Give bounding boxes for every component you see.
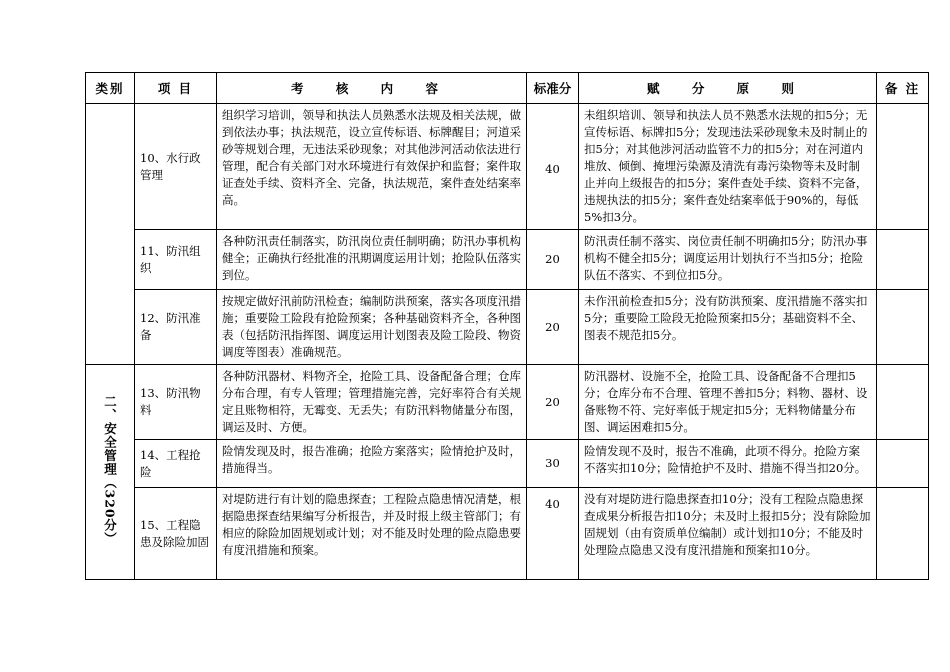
table-row (86, 230, 929, 290)
item-cell: 11、防汛组织 (135, 230, 217, 290)
score-cell: 20 (527, 230, 579, 290)
item-cell: 13、防汛物料 (135, 365, 217, 440)
item-cell: 14、工程抢险 (135, 440, 217, 488)
score-cell: 20 (527, 290, 579, 365)
table-row (86, 104, 929, 230)
item-cell: 15、工程隐患及除险加固 (135, 488, 217, 580)
content-cell: 组织学习培训，领导和执法人员熟悉水法规及相关法规，做到依法办事；执法规范，设立宣传标语、标牌醒目；河道采砂等规划合理，无违法采砂现象；对其他涉河活动依法进行管理，配合有关部门对水环境进行有效保护和监督；案件取证查处手续、资料齐全、完备，执法规范，案件查处结案率高。 (217, 104, 527, 230)
principle-cell: 未作汛前检查扣5分；没有防洪预案、度汛措施不落实扣5分；重要险工险段无抢险预案扣5分；基础资料不全、图表不规范扣5分。 (579, 290, 877, 365)
table-row (86, 365, 929, 440)
remark-cell (877, 365, 929, 440)
category-cell-continued (86, 104, 135, 365)
content-cell: 按规定做好汛前防汛检查；编制防洪预案，落实各项度汛措施；重要险工险段有抢险预案；各种基础资料齐全，各种图表（包括防汛指挥图、调度运用计划图表及险工险段、物资调度等图表）准确规范。 (217, 290, 527, 365)
score-cell: 20 (527, 365, 579, 440)
principle-cell: 防汛责任制不落实、岗位责任制不明确扣5分；防汛办事机构不健全扣5分；调度运用计划执行不当扣5分；抢险队伍不落实、不到位扣5分。 (579, 230, 877, 290)
item-cell: 12、防汛准备 (135, 290, 217, 365)
header-row (86, 73, 929, 104)
category-cell-safety (86, 365, 135, 580)
content-cell: 各种防汛责任制落实，防汛岗位责任制明确；防汛办事机构健全；正确执行经批准的汛期调度运用计划；抢险队伍落实到位。 (217, 230, 527, 290)
header-score: 标准分 (527, 73, 579, 104)
principle-cell: 险情发现不及时，报告不准确，此项不得分。抢险方案不落实扣10分；险情抢护不及时、措施不得当扣20分。 (579, 440, 877, 488)
content-cell: 各种防汛器材、料物齐全，抢险工具、设备配备合理；仓库分布合理，有专人管理；管理措施完善，完好率符合有关规定且账物相符，无霉变、无丢失；有防汛料物储量分布图，调运及时、方便。 (217, 365, 527, 440)
table-row (86, 440, 929, 488)
content-cell: 险情发现及时，报告准确；抢险方案落实；险情抢护及时，措施得当。 (217, 440, 527, 488)
principle-cell: 未组织培训、领导和执法人员不熟悉水法规的扣5分；无宣传标语、标牌扣5分；发现违法采砂现象未及时制止的扣5分；对其他涉河活动监管不力的扣5分；对在河道内堆放、倾倒、掩埋污染源及清洗有毒污染物等未及时制止并向上级报告的扣5分；案件查处手续、资料不完备，违规执法的扣5分；案件查处结案率低于90%的，每低5%扣3分。 (579, 104, 877, 230)
principle-cell: 防汛器材、设施不全，抢险工具、设备配备不合理扣5分；仓库分布不合理、管理不善扣5分；料物、器材、设备账物不符、完好率低于规定扣5分；无料物储量分布图、调运困难扣5分。 (579, 365, 877, 440)
remark-cell (877, 290, 929, 365)
header-item: 项 目 (135, 73, 217, 104)
remark-cell (877, 440, 929, 488)
category-label: 二、安全管理（320分） (102, 394, 118, 546)
item-cell: 10、水行政管理 (135, 104, 217, 230)
principle-cell: 没有对堤防进行隐患探查扣10分；没有工程险点隐患探查成果分析报告扣10分；未及时上报扣5分；没有除险加固规划（由有资质单位编制）或计划扣10分；不能及时处理险点隐患又没有度汛措施和预案扣10分。 (579, 488, 877, 580)
score-cell: 30 (527, 440, 579, 488)
header-category: 类别 (86, 73, 135, 104)
score-cell: 40 (527, 488, 579, 580)
header-remark: 备 注 (877, 73, 929, 104)
remark-cell (877, 104, 929, 230)
remark-cell (877, 488, 929, 580)
table-row (86, 290, 929, 365)
table-row (86, 488, 929, 580)
header-content: 考 核 内 容 (217, 73, 527, 104)
content-cell: 对堤防进行有计划的隐患探查；工程险点隐患情况清楚，根据隐患探查结果编写分析报告，并及时报上级主管部门；有相应的除险加固规划或计划；对不能及时处理的险点隐患要有度汛措施和预案。 (217, 488, 527, 580)
score-cell: 40 (527, 104, 579, 230)
remark-cell (877, 230, 929, 290)
assessment-table (85, 72, 929, 580)
header-principle: 赋 分 原 则 (579, 73, 877, 104)
